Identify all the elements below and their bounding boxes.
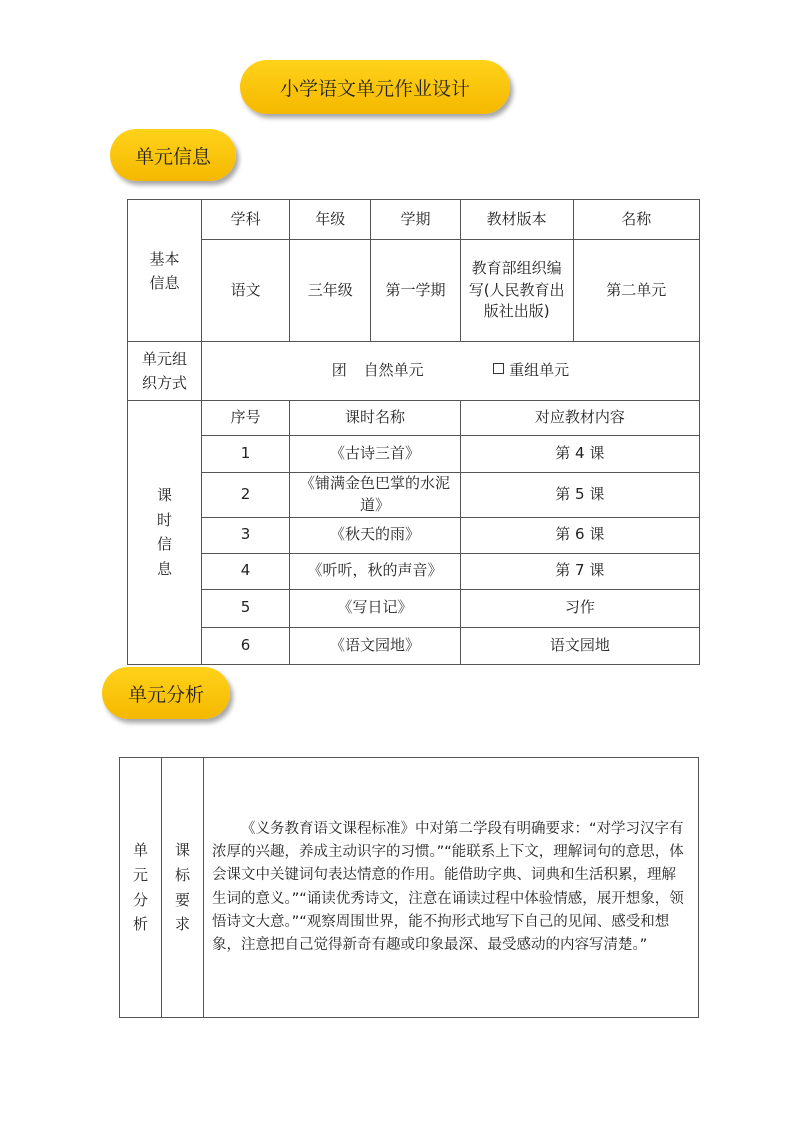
standard-requirements-label: 课标要求 [162,758,204,1018]
lesson-content: 第 5 课 [460,473,699,518]
header-lesson-name: 课时名称 [290,401,460,436]
lesson-name: 《铺满金色巴掌的水泥道》 [290,473,460,518]
lesson-number: 1 [201,436,289,473]
lesson-content: 第 6 课 [460,517,699,553]
section-title-unit-analysis: 单元分析 [102,667,230,719]
header-subject: 学科 [201,200,289,240]
lesson-number: 3 [201,517,289,553]
checked-box-icon: 团 [331,361,347,380]
unit-info-table [127,199,700,665]
value-grade: 三年级 [290,240,371,342]
header-edition: 教材版本 [460,200,573,240]
lesson-name: 《秋天的雨》 [290,517,460,553]
table-row [128,553,700,589]
lesson-name: 《听听，秋的声音》 [290,553,460,589]
lesson-content: 习作 [460,589,699,627]
page-title: 小学语文单元作业设计 [240,60,510,114]
lesson-content: 语文园地 [460,627,699,664]
organization-label: 单元组织方式 [128,342,202,401]
header-term: 学期 [371,200,460,240]
lesson-number: 2 [201,473,289,518]
section-title-unit-info: 单元信息 [110,129,236,181]
checkbox-empty-icon [493,363,504,374]
lesson-name: 《语文园地》 [290,627,460,664]
header-content: 对应教材内容 [460,401,699,436]
basic-info-label: 基本信息 [128,200,202,342]
value-edition: 教育部组织编写(人民教育出版社出版) [460,240,573,342]
analysis-label: 单元分析 [120,758,162,1018]
lesson-name: 《写日记》 [290,589,460,627]
lesson-number: 5 [201,589,289,627]
table-row [128,517,700,553]
lesson-number: 6 [201,627,289,664]
unit-analysis-table [119,757,699,1018]
lesson-content: 第 7 课 [460,553,699,589]
option-regrouped-unit: 重组单元 [509,361,570,380]
table-row [128,589,700,627]
header-grade: 年级 [290,200,371,240]
table-row [128,473,700,518]
value-subject: 语文 [201,240,289,342]
organization-options [201,342,699,401]
lesson-name: 《古诗三首》 [290,436,460,473]
table-row [128,436,700,473]
standard-requirements-text: 《义务教育语文课程标准》中对第二学段有明确要求：“对学习汉字有浓厚的兴趣，养成主动识字的习惯。”“能联系上下文，理解词句的意思，体会课文中关键词句表达情意的作用。能借助字典、词典和生活积累，理解生词的意义。”“诵读优秀诗文，注意在诵读过程中体验情感，展开想象，领悟诗文大意。”“观察周围世界，能不拘形式地写下自己的见闻、感受和想象，注意把自己觉得新奇有趣或印象最深、最受感动的内容写清楚。” [204,758,699,1018]
value-term: 第一学期 [371,240,460,342]
table-row [128,627,700,664]
value-name: 第二单元 [573,240,699,342]
header-name: 名称 [573,200,699,240]
lesson-content: 第 4 课 [460,436,699,473]
lessons-label: 课时信息 [128,401,202,665]
lesson-number: 4 [201,553,289,589]
header-number: 序号 [201,401,289,436]
option-natural-unit: 自然单元 [363,361,424,380]
